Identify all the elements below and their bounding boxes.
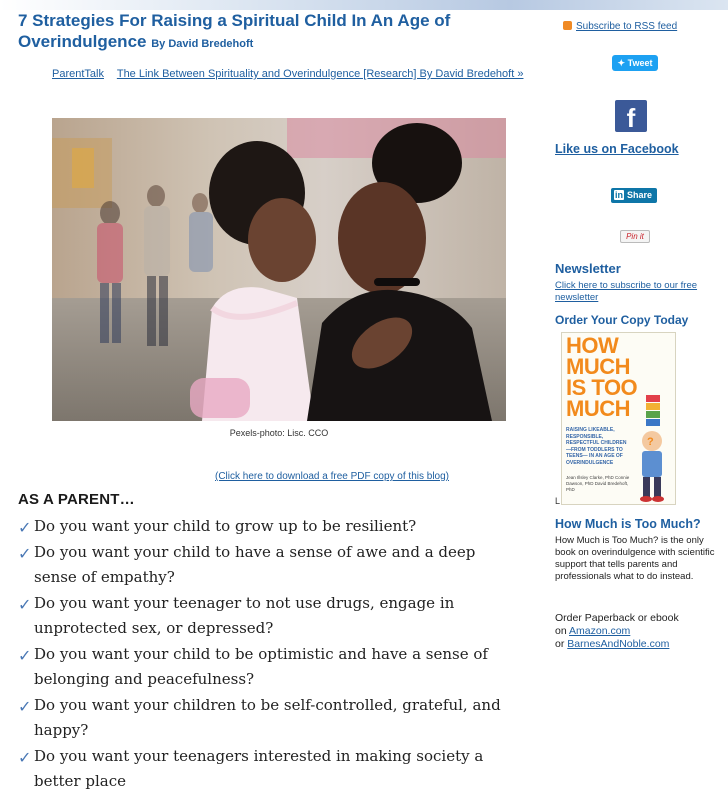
article-title-text[interactable]: 7 Strategies For Raising a Spiritual Child In An Age of Overindulgence	[18, 11, 451, 51]
pinterest-pin-button[interactable]	[620, 230, 650, 243]
question-text: Do you want your child to be optimistic and have a sense of belonging and peacefulness?	[34, 644, 488, 688]
checkmark-icon: ✓	[18, 645, 32, 665]
checkmark-icon: ✓	[18, 518, 32, 537]
facebook-icon[interactable]	[615, 100, 647, 132]
book-authors: Jean Illsley Clarke, PhD Connie Dawson, PhD David Bredehoft, PhD	[566, 475, 630, 492]
hero-photo	[52, 118, 506, 421]
linkedin-icon: in	[615, 190, 623, 200]
order-text: Order Paperback or ebook	[555, 612, 679, 624]
checkmark-icon: ✓	[18, 696, 32, 716]
on-label: on	[555, 625, 567, 637]
order-line-amazon	[555, 625, 720, 638]
book-cover-line: MUCH	[566, 396, 630, 421]
book-cover[interactable]	[561, 332, 676, 505]
book-subtitle: RAISING LIKEABLE, RESPONSIBLE, RESPECTFUL CHILDREN —FROM TODDLERS TO TEENS— IN AN AGE OF OVERINDULGENCE	[566, 427, 627, 466]
list-item	[18, 540, 518, 591]
question-text: Do you want your child to have a sense of awe and a deep sense of empathy?	[34, 542, 476, 586]
top-decorative-band	[0, 0, 728, 10]
book-cover-line: HOW	[566, 333, 619, 358]
list-item	[18, 642, 518, 693]
linkedin-share-label: Share	[627, 190, 653, 200]
or-label: or	[555, 638, 565, 650]
amazon-link[interactable]: Amazon.com	[569, 625, 631, 637]
article-title[interactable]	[18, 10, 488, 55]
pinit-label: Pin it	[626, 232, 644, 241]
pdf-download-link[interactable]: (Click here to download a free PDF copy of this blog)	[215, 471, 449, 482]
book-cover-line: IS TOO	[566, 375, 638, 400]
order-heading: Order Your Copy Today	[555, 313, 689, 327]
list-item	[18, 514, 518, 540]
tweet-button[interactable]	[612, 55, 658, 71]
newsletter-heading: Newsletter	[555, 261, 621, 276]
book-stray-character: L	[555, 496, 561, 506]
next-post-link[interactable]: The Link Between Spirituality and Overindulgence [Research] By David Bredehoft »	[116, 68, 524, 80]
linkedin-share-button[interactable]	[611, 188, 657, 203]
facebook-link[interactable]: Like us on Facebook	[555, 142, 679, 156]
book-cover-line: MUCH	[566, 354, 630, 379]
pdf-download	[52, 471, 612, 482]
article-byline: By David Bredehoft	[151, 38, 254, 50]
barnes-noble-link[interactable]: BarnesAndNoble.com	[567, 638, 670, 650]
question-text: Do you want your children to be self-controlled, grateful, and happy?	[34, 695, 501, 739]
rss-subscribe[interactable]	[563, 21, 677, 32]
checkmark-icon: ✓	[18, 594, 32, 614]
section-heading: AS A PARENT…	[18, 491, 135, 508]
newsletter-link[interactable]: Click here to subscribe to our free newsletter	[555, 280, 698, 303]
rss-icon	[563, 21, 572, 30]
book-description: How Much is Too Much? is the only book on overindulgence with scientific support that tells parents and professionals what to do instead.	[555, 535, 715, 582]
category-link[interactable]: ParentTalk	[52, 68, 104, 80]
facebook-glyph: f	[626, 103, 636, 133]
question-text: Do you want your teenager to not use drugs, engage in unprotected sex, or depressed?	[34, 593, 455, 637]
twitter-bird-icon: ✦	[617, 58, 626, 68]
order-line-bn	[555, 638, 720, 651]
list-item	[18, 591, 518, 642]
question-text: Do you want your teenagers interested in making society a better place	[34, 746, 484, 790]
question-text: Do you want your child to grow up to be resilient?	[34, 517, 417, 535]
image-caption: Pexels-photo: Lisc. CCO	[229, 428, 329, 438]
tweet-label: Tweet	[627, 58, 653, 68]
rss-link[interactable]: Subscribe to RSS feed	[576, 21, 678, 32]
list-item	[18, 693, 518, 744]
svg-text:?: ?	[647, 436, 654, 448]
breadcrumb	[52, 68, 533, 80]
list-item	[18, 744, 518, 795]
question-list	[18, 514, 518, 795]
checkmark-icon: ✓	[18, 747, 32, 767]
book-illustration	[624, 393, 676, 505]
order-links	[555, 612, 720, 651]
checkmark-icon: ✓	[18, 543, 32, 563]
book-title: How Much is Too Much?	[555, 517, 701, 531]
